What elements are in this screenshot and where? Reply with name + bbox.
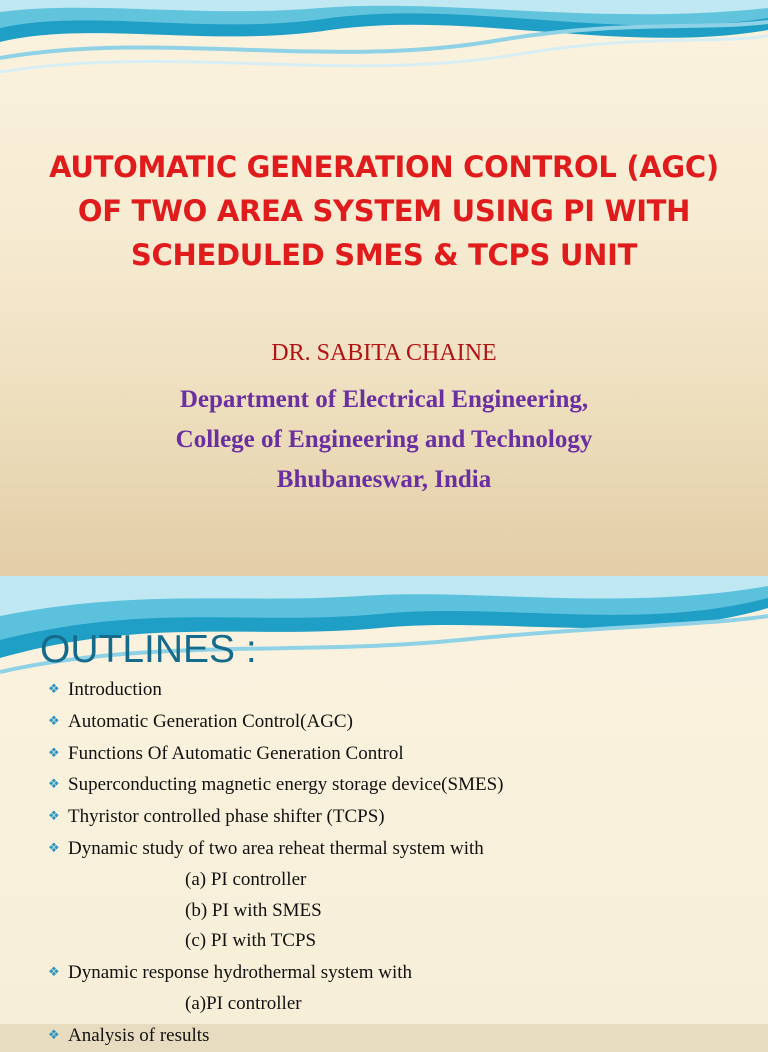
list-item: ❖ Thyristor controlled phase shifter (TCPS) bbox=[48, 801, 503, 833]
outline-slide bbox=[0, 576, 768, 1046]
presentation-title bbox=[30, 145, 738, 277]
list-item: ❖ Dynamic response hydrothermal system with bbox=[48, 957, 503, 989]
sub-list-item: (a)PI controller bbox=[185, 992, 302, 1014]
title-line: SCHEDULED SMES & TCPS UNIT bbox=[130, 238, 638, 272]
diamond-bullet-icon: ❖ bbox=[48, 681, 60, 696]
diamond-bullet-icon: ❖ bbox=[48, 712, 60, 728]
diamond-bullet-icon: ❖ bbox=[48, 964, 60, 980]
outline-list bbox=[48, 674, 503, 1052]
sub-list-item: (c) PI with TCPS bbox=[185, 930, 317, 952]
affiliation-line: Department of Electrical Engineering, bbox=[179, 386, 589, 413]
diamond-bullet-icon: ❖ bbox=[48, 744, 60, 760]
outlines-heading: OUTLINES : bbox=[40, 628, 257, 671]
author-name: DR. SABITA CHAINE bbox=[271, 340, 497, 366]
wave-decoration bbox=[0, 0, 768, 110]
list-item: ❖ Dynamic study of two area reheat thermal system with bbox=[48, 833, 503, 865]
title-line: OF TWO AREA SYSTEM USING PI WITH bbox=[77, 194, 691, 228]
list-item: ❖ Superconducting magnetic energy storage device(SMES) bbox=[48, 769, 503, 801]
list-item: ❖ Introduction bbox=[48, 674, 503, 706]
affiliation-line: Bhubaneswar, India bbox=[276, 466, 492, 493]
sub-list-item: (a) PI controller bbox=[185, 868, 307, 890]
affiliation-line: College of Engineering and Technology bbox=[175, 426, 593, 453]
diamond-bullet-icon: ❖ bbox=[48, 776, 60, 792]
diamond-bullet-icon: ❖ bbox=[48, 1026, 60, 1042]
title-line: AUTOMATIC GENERATION CONTROL (AGC) bbox=[49, 150, 719, 184]
list-item: ❖ Automatic Generation Control(AGC) bbox=[48, 706, 503, 738]
list-item: ❖ Functions Of Automatic Generation Control bbox=[48, 738, 503, 770]
diamond-bullet-icon: ❖ bbox=[48, 808, 60, 824]
affiliation bbox=[0, 380, 768, 500]
list-item: ❖ Analysis of results bbox=[48, 1020, 503, 1052]
sub-list-item: (b) PI with SMES bbox=[185, 899, 322, 921]
diamond-bullet-icon: ❖ bbox=[48, 839, 60, 855]
